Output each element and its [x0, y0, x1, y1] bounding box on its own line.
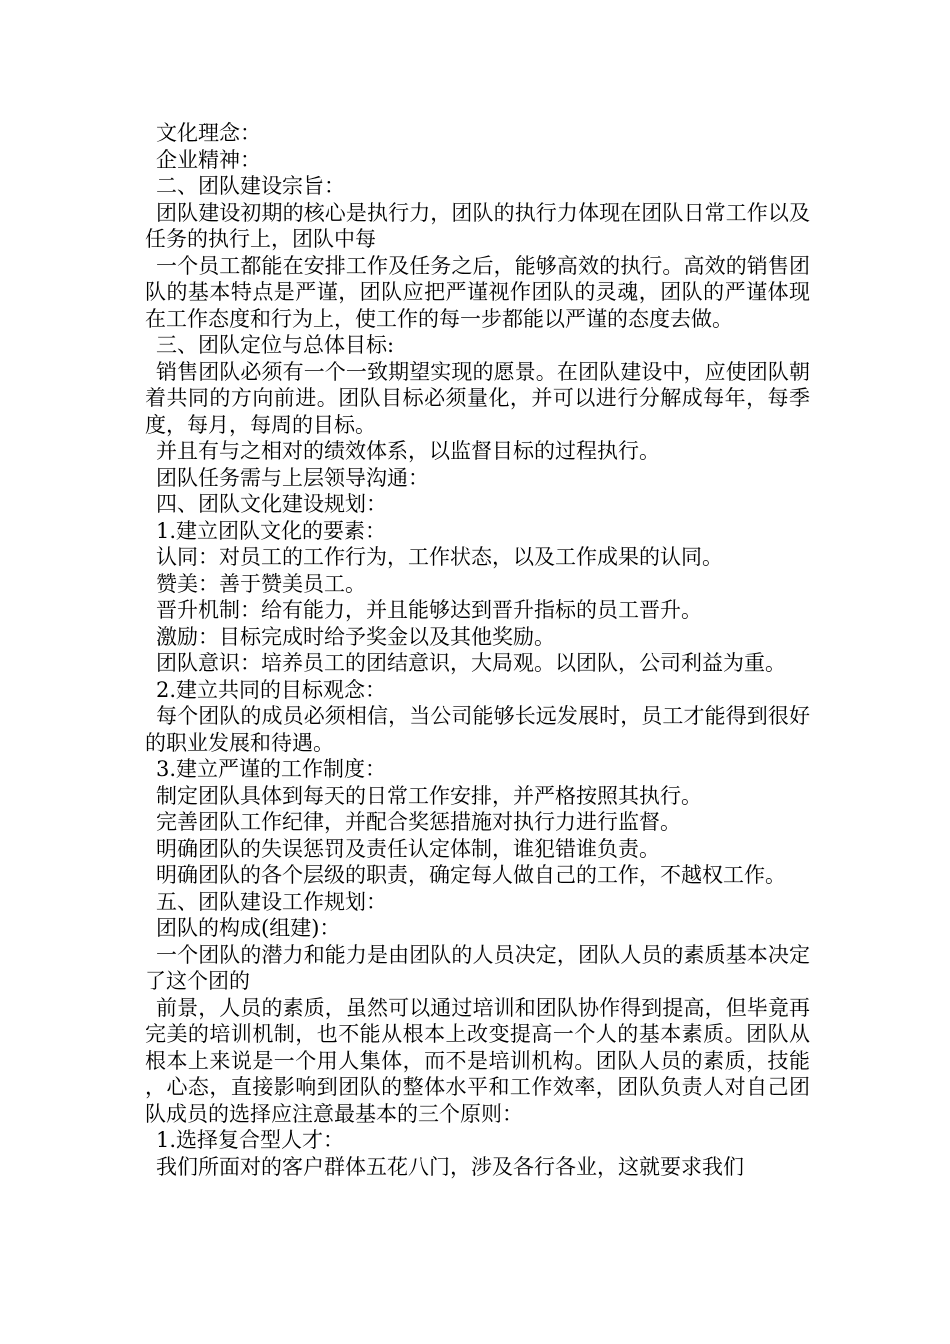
list-item: 晋升机制：给有能力，并且能够达到晋升指标的员工晋升。 [156, 598, 702, 622]
heading-team-culture-plan: 四、团队文化建设规划： [156, 492, 387, 516]
subheading: 团队的构成(组建)： [156, 916, 341, 940]
paragraph: 一个员工都能在安排工作及任务之后，能够高效的执行。高效的销售团队的基本特点是严谨，团队应把严谨视作团队的灵魂，团队的严谨体现在工作态度和行为上，使工作的每一步都能以严谨的态度去做。 [145, 253, 810, 331]
list-item: 激励：目标完成时给予奖金以及其他奖励。 [156, 624, 555, 649]
heading-team-positioning: 三、团队定位与总体目标: [156, 333, 395, 357]
list-item: 制定团队具体到每天的日常工作安排，并严格按照其执行。 [156, 783, 702, 808]
subheading: 3.建立严谨的工作制度： [156, 757, 387, 781]
subheading: 2.建立共同的目标观念： [156, 677, 387, 702]
subheading: 1.选择复合型人才： [156, 1128, 345, 1152]
heading-team-purpose: 二、团队建设宗旨： [156, 174, 345, 198]
heading-team-work-plan: 五、团队建设工作规划： [156, 889, 387, 914]
paragraph: 并且有与之相对的绩效体系，以监督目标的过程执行。 [156, 439, 660, 463]
list-item: 赞美：善于赞美员工。 [156, 571, 366, 596]
paragraph: 每个团队的成员必须相信，当公司能够长远发展时，员工才能得到很好的职业发展和待遇。 [145, 704, 810, 755]
list-item: 明确团队的失误惩罚及责任认定体制，谁犯错谁负责。 [156, 836, 660, 861]
list-item: 团队意识：培养员工的团结意识，大局观。以团队，公司利益为重。 [156, 651, 786, 675]
paragraph: 我们所面对的客户群体五花八门，涉及各行各业，这就要求我们 [156, 1154, 744, 1179]
list-item: 完善团队工作纪律，并配合奖惩措施对执行力进行监督。 [156, 810, 681, 834]
paragraph: 一个团队的潜力和能力是由团队的人员决定，团队人员的素质基本决定了这个团的 [145, 942, 810, 993]
paragraph: 销售团队必须有一个一致期望实现的愿景。在团队建设中，应使团队朝着共同的方向前进。团队目标必须量化，并可以进行分解成每年，每季度，每月，每周的目标。 [145, 359, 810, 437]
paragraph: 团队任务需与上层领导沟通： [156, 465, 429, 490]
paragraph: 团队建设初期的核心是执行力，团队的执行力体现在团队日常工作以及任务的执行上，团队中每 [145, 200, 810, 251]
document-body [145, 120, 810, 1180]
paragraph-culture-concept: 文化理念： [156, 121, 261, 145]
list-item: 明确团队的各个层级的职责，确定每人做自己的工作，不越权工作。 [156, 863, 786, 887]
subheading: 1.建立团队文化的要素： [156, 518, 387, 543]
paragraph-enterprise-spirit: 企业精神： [156, 147, 261, 172]
paragraph: 前景，人员的素质，虽然可以通过培训和团队协作得到提高，但毕竟再完美的培训机制，也不能从根本上改变提高一个人的基本素质。团队从根本上来说是一个用人集体，而不是培训机构。团队人员的素质，技能，心态，直接影响到团队的整体水平和工作效率，团队负责人对自己团队成员的选择应注意最基本的三个原则： [145, 995, 810, 1126]
list-item: 认同：对员工的工作行为，工作状态，以及工作成果的认同。 [156, 545, 723, 569]
